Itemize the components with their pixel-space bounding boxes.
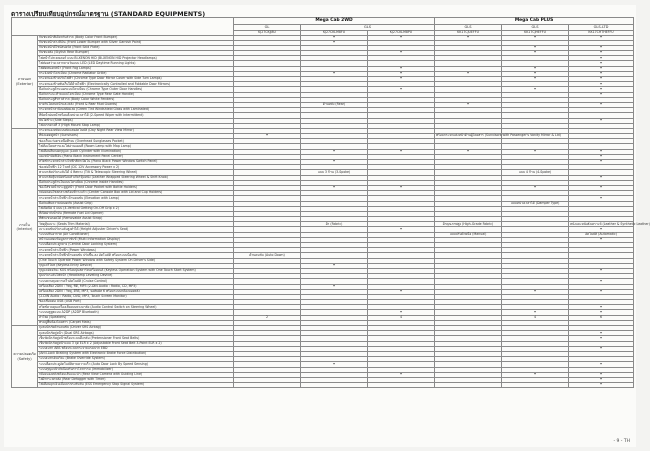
- model-code: KK17CJUEFFU: [435, 30, 502, 35]
- spec-value: •: [569, 71, 634, 76]
- spec-value: ด้านหลัง (Rear): [301, 102, 368, 107]
- feature-label: ที่เปิดฝาถังน้ำมัน (Remote Fuel Lid Opener): [38, 211, 234, 216]
- spec-value: 6: [569, 315, 634, 320]
- spec-value: •: [368, 87, 435, 92]
- header-blank: [12, 18, 234, 36]
- feature-label: ช่องใส่ขวดน้ำประตูคู่หน้า (Front Door Pocket with Bottle Holders): [38, 185, 234, 190]
- feature-label: ไฟเปิดปิด 4 แบบ (4-Vertical Getting On-Off Grip x 2): [38, 206, 234, 211]
- feature-label: แผงหน้าปัดสีเงิน (Piano Black Instrument Panel Center): [38, 154, 234, 159]
- spec-value: 4: [502, 315, 569, 320]
- variant-header: GLS: [502, 25, 569, 31]
- feature-label: กันชนหลัง (Stylish Rear Bumper): [38, 51, 234, 56]
- spec-value: หนังและหนังสังเคราะห์ (Leather & Synthetic Leather): [570, 221, 650, 226]
- feature-label: ยางกันโคลนหน้าและหลัง (Front & Rear Mud Guards): [38, 102, 234, 107]
- feature-label: ช่องต่อไฟฟ้า 12 โวลท์ (DC 12V Accessory Power x 2): [38, 165, 234, 170]
- feature-label: ถุงลมนิรภัยคู่หน้า (Dual SRS Airbags): [38, 331, 234, 336]
- spec-body: [12, 34, 650, 388]
- feature-label: ไฟตัดหมอกหน้า (Front Fog Lamps): [38, 66, 234, 71]
- spec-value: •: [502, 372, 569, 377]
- spec-value: •: [569, 237, 634, 242]
- feature-label: เบาะคนขับปรับระดับสูงต่ำได้ (Height Adjuster Driver's Seat): [38, 227, 234, 232]
- spec-value: แบบหน่วงเวลาได้ (Damper Type): [502, 201, 569, 206]
- spec-value: อัตโนมัติ (Automatic): [569, 232, 634, 237]
- feature-label: (2-DIN Audio : Radio, DVD, MP3, Touch Screen Monitor): [38, 294, 234, 299]
- feature-label: ถุงลมนิรภัยด้านคนขับ (Driver SRS Airbag): [38, 326, 234, 331]
- feature-label: ไฟเตือนฉุกเฉินเมื่อเบรกกะทันหัน (ESS Emergency Stop Signal System): [38, 383, 234, 388]
- spec-value: •: [569, 383, 634, 388]
- spec-value: •: [569, 35, 634, 40]
- model-code: KJ27CKJJ8U: [234, 30, 301, 35]
- feature-label: ระบบกุญแจนิรภัยป้องกันการโจรกรรม (Immobilizer): [38, 367, 234, 372]
- table-row: [12, 383, 634, 388]
- feature-label: บันไดข้าง (Side Steps): [38, 118, 234, 123]
- feature-label: กล้องมองหลังพร้อมเส้นแนะนำ (Rear View Camera with Guiding Line): [38, 372, 234, 377]
- spec-value: •: [301, 71, 368, 76]
- feature-label: มือจับประตูด้านนอกแบบโครเมี่ยม (Chrome Type Outer Door Handles): [38, 87, 234, 92]
- page-title: ตารางเปรียบเทียบอุปกรณ์มาตรฐาน (STANDARD EQUIPMENTS): [11, 10, 206, 18]
- spec-value: [301, 383, 368, 388]
- spec-value: •: [368, 310, 435, 315]
- spec-value: •: [435, 35, 502, 40]
- spec-value: •: [569, 45, 634, 50]
- spec-value: •: [301, 263, 368, 268]
- spec-value: [368, 383, 435, 388]
- feature-label: กันชนหน้าดีไซน์สปอร์ต (Front Skid Plate): [38, 45, 234, 50]
- spec-value: •: [502, 149, 569, 154]
- spec-value: •: [569, 227, 634, 232]
- spec-value: •: [502, 77, 569, 82]
- spec-value: •: [301, 160, 368, 165]
- feature-label: กระจกหน้าต่างไฟฟ้า ด้านคนขับ (Elevation with Lamp): [38, 196, 234, 201]
- spec-value: •: [569, 377, 634, 382]
- feature-label: กุญแจอัจฉริยะ KOS พร้อมปุ่มสตาร์ทเครื่องยนต์ (Keyless Operation System with One Touch Start System): [38, 268, 234, 273]
- spec-value: •: [569, 66, 634, 71]
- feature-label: หน้าจอแสดงข้อมูลการขับขี่ (Multi Information Display): [38, 237, 234, 242]
- spec-value: ด้านคนขับ (Auto Down): [234, 253, 301, 258]
- spec-value: 4: [368, 315, 435, 320]
- feature-label: พวงมาลัยปรับระดับได้ 4 ทิศทาง (Tilt & Telescopic Steering Wheel): [38, 170, 234, 175]
- spec-value: •: [569, 305, 634, 310]
- feature-label: เครื่องเสียง 2DIN : วิทยุ, ดีวีดี, MP3, จอสัมผัส 6 พร้อมระบบกล้องมองหลัง: [38, 289, 234, 294]
- spec-value: •: [301, 40, 368, 45]
- feature-label: กระจกหน้าต่างไฟฟ้า (Power Windows): [38, 248, 234, 253]
- spec-value: •: [569, 56, 634, 61]
- feature-label: ที่ปัดน้ำฝนหน้าพร้อมตั้งหน่วงเวลาได้ (2-Speed Wiper with Intermittent): [38, 113, 234, 118]
- feature-label: วัสดุหุ้มเบาะ (Seats Trim Material): [38, 222, 234, 227]
- feature-label: กันชนหน้าสีเดียวกับตัวรถ (Body Color Front Bumper): [38, 35, 234, 40]
- feature-label: ไฟห้องโดยสารและไฟอ่านแผนที่ (Room Lamp with Map Lamp): [38, 144, 234, 149]
- spec-value: •: [569, 82, 634, 87]
- model-code: KK17CHTHEFFU: [569, 30, 634, 35]
- model-code: KJ27CKLM8FU: [301, 30, 368, 35]
- feature-label: เข็มขัดนิรภัยคู่หน้าแบบ 3 จุด ELR x 2 (Adjustable Front Seat Belt 3-Point ELR x 2): [38, 341, 234, 346]
- spec-value: •: [569, 92, 634, 97]
- feature-label: ระบบเบรก ABS พร้อมระบบกระจายแรงเบรก EBD: [38, 346, 234, 351]
- spec-value: •: [569, 175, 634, 180]
- spec-value: •: [301, 35, 368, 40]
- feature-label: มือจับกระบะท้ายแบบโครเมี่ยม (Chrome Type Rear Gate Handle): [38, 92, 234, 97]
- spec-value: •: [569, 149, 634, 154]
- spec-value: •: [502, 71, 569, 76]
- feature-label: ไฟเตือนลืมถอดกุญแจ (Lock Cylinder with Illumination): [38, 149, 234, 154]
- spec-value: •: [368, 227, 435, 232]
- spec-value: •: [368, 51, 435, 56]
- feature-label: ระบบล็อคประตูกลาง (Central Door Locking System): [38, 243, 234, 248]
- spec-value: •: [502, 66, 569, 71]
- group-header-row: [12, 18, 634, 25]
- spec-value: •: [569, 289, 634, 294]
- spec-value: •: [234, 134, 301, 139]
- spec-value: •: [569, 268, 634, 273]
- spec-value: •: [569, 87, 634, 92]
- spec-value: •: [569, 77, 634, 82]
- feature-label: ปุ่มปรับระดับไฟหน้า (Headlamp Leveling Device): [38, 274, 234, 279]
- spec-value: •: [368, 149, 435, 154]
- spec-value: •: [502, 310, 569, 315]
- spec-value: •: [569, 51, 634, 56]
- category-label: ความปลอดภัย (Safety): [12, 326, 38, 388]
- spec-value: •: [435, 102, 502, 107]
- feature-label: ระบบบลูทูธแบบ A2DP (A2DP Bluetooth): [38, 310, 234, 315]
- feature-label: มือจับประตูด้านในแบบโครเมี่ยม (Chrome Inside Handles): [38, 180, 234, 185]
- spec-value: •: [435, 149, 502, 154]
- spec-value: •: [569, 362, 634, 367]
- feature-label: พรมปูพื้นห้องโดยสาร (Carpet Mats): [38, 320, 234, 325]
- feature-label: กันชนหน้าล่างสีเงิน (Front Lower Bumper with Silver Garnish Paint): [38, 40, 234, 45]
- spec-sheet: [4, 5, 650, 447]
- feature-label: กระจกมองข้างปรับไฟฟ้า (Chrome Type Door Mirror Cover with Side Turn Lamps): [38, 77, 234, 82]
- feature-label: ไฟหน้าโปรเจคเตอร์ แบบ Bi-XENON HID (Bi-XENON HID Projector Headlamps): [38, 56, 234, 61]
- spec-value: •: [569, 196, 634, 201]
- variant-header: GL: [234, 25, 301, 31]
- feature-label: กล่องคอนโซลกลางพร้อมที่วางแก้ว (Center Console Box with Lid and Cup Holders): [38, 191, 234, 196]
- spec-value: •: [435, 71, 502, 76]
- spec-value: [435, 383, 502, 388]
- feature-label: สวิตช์กระจกหน้าต่างไฟฟ้าสีดำเปียโน (Piano Black Power Window Switch Panel): [38, 160, 234, 165]
- category-label: ภายนอก (Exterior): [12, 35, 38, 128]
- spec-value: •: [301, 284, 368, 289]
- feature-label: ระบบควบคุมความเร็วอัตโนมัติ (Cruise Control): [38, 279, 234, 284]
- feature-label: (One Touch Operate Power Window with Safety System On Driver's Side): [38, 258, 234, 263]
- spec-value: •: [569, 102, 634, 107]
- feature-label: มือจับเพิ่มความปลอดภัย (Assist Grip): [38, 201, 234, 206]
- spec-value: •: [502, 35, 569, 40]
- page-number: - 9 - TH: [613, 439, 630, 444]
- variant-header: GLS: [435, 25, 502, 31]
- feature-label: ระบบปรับอากาศ (Air Conditioner): [38, 232, 234, 237]
- feature-label: ระบบเบรกอัจฉริยะ (Brake Override System): [38, 357, 234, 362]
- feature-label: ไฟส่องสว่างเวลากลางวันแบบ LED (LED Daytime Running Lights): [38, 61, 234, 66]
- feature-label: กระจกมองหลังแบบตัดแสงอัตโนมัติ (Day Night Rear View Mirror): [38, 128, 234, 133]
- feature-label: ไฟเบรกดวงที่ 3 (High Mount Stop Lamp): [38, 123, 234, 128]
- spec-value: •: [368, 185, 435, 190]
- spec-value: •: [569, 118, 634, 123]
- feature-label: ไล่ฝ้ากระจกหลัง (Rear Defogger with Timer): [38, 377, 234, 382]
- spec-value: •: [502, 87, 569, 92]
- spec-value: •: [569, 372, 634, 377]
- spec-value: •: [569, 310, 634, 315]
- feature-label: (Anti-Lock Braking System with Electronic Brake Force Distribution): [38, 351, 234, 356]
- spec-value: •: [569, 346, 634, 351]
- spec-value: [234, 383, 301, 388]
- spec-value: •: [502, 51, 569, 56]
- spec-value: •: [368, 35, 435, 40]
- variant-header: GLS: [301, 25, 435, 31]
- spec-value: •: [301, 362, 368, 367]
- feature-label: สวิตช์ควบคุมเครื่องเสียงบนพวงมาลัย (Audio Control Switch on Steering Wheel): [38, 305, 234, 310]
- feature-label: ลำโพง (Speakers): [38, 315, 234, 320]
- spec-value: •: [368, 71, 435, 76]
- feature-label: ช่องเชื่อมต่อ USB (USB Port): [38, 300, 234, 305]
- spec-value: •: [368, 289, 435, 294]
- spec-value: แบบ 3 ก้าน (3-Spoke): [301, 170, 368, 175]
- variant-header: GLS-LTD: [569, 25, 634, 31]
- spec-value: •: [569, 185, 634, 190]
- feature-label: ที่พักแขนถอดได้ (Removable Assist Strap): [38, 217, 234, 222]
- group-header-2wd: Mega Cab 2WD: [234, 18, 435, 25]
- spec-value: •: [569, 279, 634, 284]
- spec-value: •: [502, 289, 569, 294]
- spec-value: 2: [234, 315, 301, 320]
- category-label: ภายใน (Interior): [12, 128, 38, 325]
- spec-value: •: [301, 149, 368, 154]
- spec-value: •: [368, 77, 435, 82]
- spec-value: •: [502, 185, 569, 190]
- spec-value: •: [569, 154, 634, 159]
- spec-value: [502, 383, 569, 388]
- spec-value: •: [368, 66, 435, 71]
- spec-value: แบบ 4 ก้าน (4-Spoke): [502, 170, 569, 175]
- feature-label: ช่องเก็บแว่นตาเหนือศีรษะ (Overhead Sunglasses Pocket): [38, 139, 234, 144]
- feature-label: กระจกมองข้างพับเก็บได้ด้วยไฟฟ้า (Electronically Controlled and Foldable Door Mirrors): [38, 82, 234, 87]
- spec-value: พร้อมกระจกแต่งหน้าด้านผู้โดยสาร (Sunvisors with Passenger's Vanity Mirror & Lid): [436, 133, 561, 138]
- feature-label: พวงมาลัยหุ้มหนังพร้อมหัวเกียร์หุ้มหนัง (Leather Wrapped Steering Wheel & Shift Knob): [38, 175, 234, 180]
- spec-value: •: [569, 336, 634, 341]
- spec-value: •: [569, 331, 634, 336]
- spec-value: •: [301, 185, 368, 190]
- spec-value: ผ้าคุณภาพสูง (High-Grade Fabric): [435, 222, 502, 227]
- group-header-plus: Mega Cab PLUS: [435, 18, 634, 25]
- feature-label: กระจกหน้าต่างไฟฟ้าด้านคนขับ ปรับขึ้น-ลง อัตโนมัติ พร้อมระบบป้องกัน: [38, 253, 234, 258]
- spec-value: •: [569, 160, 634, 165]
- feature-label: ที่บังแดดคู่หน้า (Sunvisors): [38, 134, 234, 139]
- spec-value: ผ้า (Fabric): [301, 222, 368, 227]
- spec-table: [11, 17, 650, 388]
- model-code: KK17CJHEFFU: [502, 30, 569, 35]
- feature-label: มือจับประตูสีขาวตัวรถ (Body Color White Fenders): [38, 97, 234, 102]
- feature-label: ระบบล็อคประตูอัตโนมัติตามความเร็ว (Auto Door Lock By Speed Sensing): [38, 362, 234, 367]
- feature-label: เครื่องเสียง 2DIN : วิทยุ, ซีดี, MP3 (2-DIN Audio : Radio, CD, MP3): [38, 284, 234, 289]
- feature-label: เข็มขัดนิรภัยคู่หน้าพร้อมระบบดึงกลับ (Pretensioner Front Seat Belts): [38, 336, 234, 341]
- feature-label: กระจกหน้าลามิเนตตัดแสง (Green Tint Windshield Glass with Laminated): [38, 108, 234, 113]
- spec-value: •: [502, 45, 569, 50]
- feature-label: กุญแจรีโมท (Keyless Entry Device): [38, 263, 234, 268]
- spec-value: แบบปรับด้วยมือ (Manual): [435, 232, 502, 237]
- feature-label: กระจังหน้าโครเมี่ยม (Chrome Radiator Grille): [38, 71, 234, 76]
- spec-value: •: [569, 61, 634, 66]
- model-code: KJ27CKLM8PU: [368, 30, 435, 35]
- spec-value: •: [368, 372, 435, 377]
